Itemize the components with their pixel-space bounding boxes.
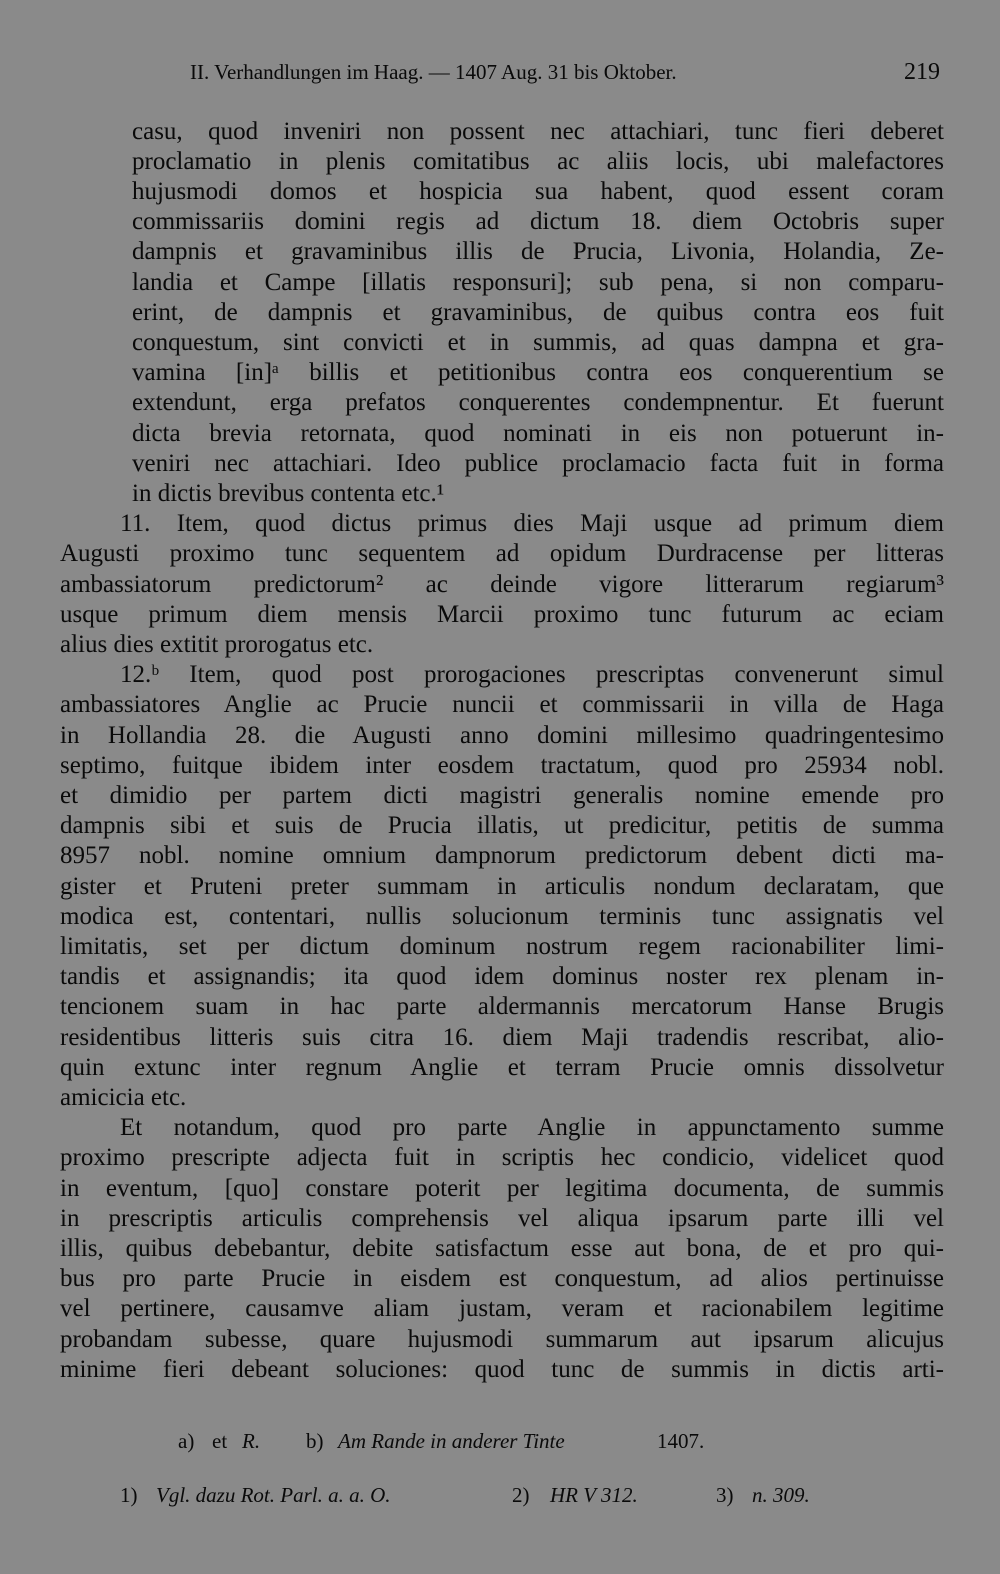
text-line: in dictis brevibus contenta etc.¹ (132, 480, 445, 507)
text-line: conquestum, sint convicti et in summis, ad quas dampna et gra- (132, 329, 944, 356)
text-line: in prescriptis articulis comprehensis vel aliqua ipsarum parte illi vel (60, 1205, 944, 1232)
text-line: 8957 nobl. nomine omnium dampnorum predictorum debent dicti ma- (60, 842, 944, 869)
text-line: vamina [in]ᵃ billis et petitionibus contra eos conquerentium se (132, 359, 944, 386)
note-a-label: a) (178, 1429, 195, 1453)
footnote-1-text: Vgl. dazu Rot. Parl. a. a. O. (156, 1483, 391, 1507)
text-line: illis, quibus debebantur, debite satisfactum esse aut bona, de et pro qui- (60, 1235, 944, 1262)
text-line: hujusmodi domos et hospicia sua habent, quod essent coram (132, 178, 944, 205)
footnote-1-label: 1) (120, 1483, 138, 1507)
running-title: II. Verhandlungen im Haag. — 1407 Aug. 31 bis Oktober. (190, 60, 677, 84)
text-line: in Hollandia 28. die Augusti anno domini millesimo quadringentesimo (60, 722, 944, 749)
text-line: Augusti proximo tunc sequentem ad opidum Durdracense per litteras (60, 540, 944, 567)
text-line: 11. Item, quod dictus primus dies Maji usque ad primum diem (120, 510, 944, 537)
footnote-3-text: n. 309. (752, 1483, 810, 1507)
text-line: tandis et assignandis; ita quod idem dominus noster rex plenam in- (60, 963, 944, 990)
footnote-3-label: 3) (716, 1483, 734, 1507)
text-line: residentibus litteris suis citra 16. diem Maji tradendis rescribat, alio- (60, 1024, 944, 1051)
text-line: proximo prescripte adjecta fuit in scriptis hec condicio, videlicet quod (60, 1144, 944, 1171)
page-number: 219 (904, 59, 940, 85)
footnote-2-label: 2) (512, 1483, 530, 1507)
text-line: proclamatio in plenis comitatibus ac aliis locis, ubi malefactores (132, 148, 944, 175)
text-line: septimo, fuitque ibidem inter eosdem tractatum, quod pro 25934 nobl. (60, 752, 944, 779)
text-line: et dimidio per partem dicti magistri generalis nomine emende pro (60, 782, 944, 809)
text-line: alius dies extitit prorogatus etc. (60, 631, 374, 658)
note-b-year: 1407. (657, 1429, 705, 1453)
note-a-siglum: R. (242, 1429, 261, 1453)
text-line: dampnis et gravaminibus illis de Prucia, Livonia, Holandia, Ze- (132, 238, 944, 265)
text-line: extendunt, erga prefatos conquerentes condempnentur. Et fuerunt (132, 389, 944, 416)
note-a-text: et (212, 1429, 228, 1453)
text-line: in eventum, [quo] constare poterit per legitima documenta, de summis (60, 1175, 944, 1202)
text-line: ambassiatores Anglie ac Prucie nuncii et commissarii in villa de Haga (60, 691, 944, 718)
text-line: erint, de dampnis et gravaminibus, de quibus contra eos fuit (132, 299, 944, 326)
text-line: vel pertinere, causamve aliam justam, veram et racionabilem legitime (60, 1295, 944, 1322)
text-line: quin extunc inter regnum Anglie et terram Prucie omnis dissolvetur (60, 1054, 944, 1081)
text-line: gister et Pruteni preter summam in articulis nondum declaratam, que (60, 873, 944, 900)
text-line: usque primum diem mensis Marcii proximo tunc futurum ac eciam (60, 601, 944, 628)
text-line: dampnis sibi et suis de Prucia illatis, ut predicitur, petitis de summa (60, 812, 944, 839)
note-b-label: b) (306, 1429, 324, 1453)
note-b-text: Am Rande in anderer Tinte (338, 1429, 565, 1453)
text-line: veniri nec attachiari. Ideo publice proclamacio facta fuit in forma (132, 450, 944, 477)
text-line: landia et Campe [illatis responsuri]; sub pena, si non comparu- (132, 269, 944, 296)
running-header (190, 55, 948, 89)
text-line: casu, quod inveniri non possent nec attachiari, tunc fieri deberet (132, 118, 944, 145)
text-line: commissariis domini regis ad dictum 18. diem Octobris super (132, 208, 944, 235)
text-line: probandam subesse, quare hujusmodi summarum aut ipsarum alicujus (60, 1326, 944, 1353)
text-line: limitatis, set per dictum dominum nostrum regem racionabiliter limi- (60, 933, 944, 960)
text-line: 12.ᵇ Item, quod post prorogaciones prescriptas convenerunt simul (120, 661, 944, 688)
text-line: tencionem suam in hac parte aldermannis mercatorum Hanse Brugis (60, 993, 944, 1020)
text-line: minime fieri debeant soluciones: quod tunc de summis in dictis arti- (60, 1356, 944, 1383)
text-line: ambassiatorum predictorum² ac deinde vigore litterarum regiarum³ (60, 571, 944, 598)
text-line: amicicia etc. (60, 1084, 187, 1111)
footnote-2-text: HR V 312. (550, 1483, 638, 1507)
text-line: dicta brevia retornata, quod nominati in eis non potuerunt in- (132, 420, 944, 447)
text-line: bus pro parte Prucie in eisdem est conquestum, ad alios pertinuisse (60, 1265, 944, 1292)
text-line: modica est, contentari, nullis solucionum terminis tunc assignatis vel (60, 903, 944, 930)
text-line: Et notandum, quod pro parte Anglie in appunctamento summe (120, 1114, 944, 1141)
